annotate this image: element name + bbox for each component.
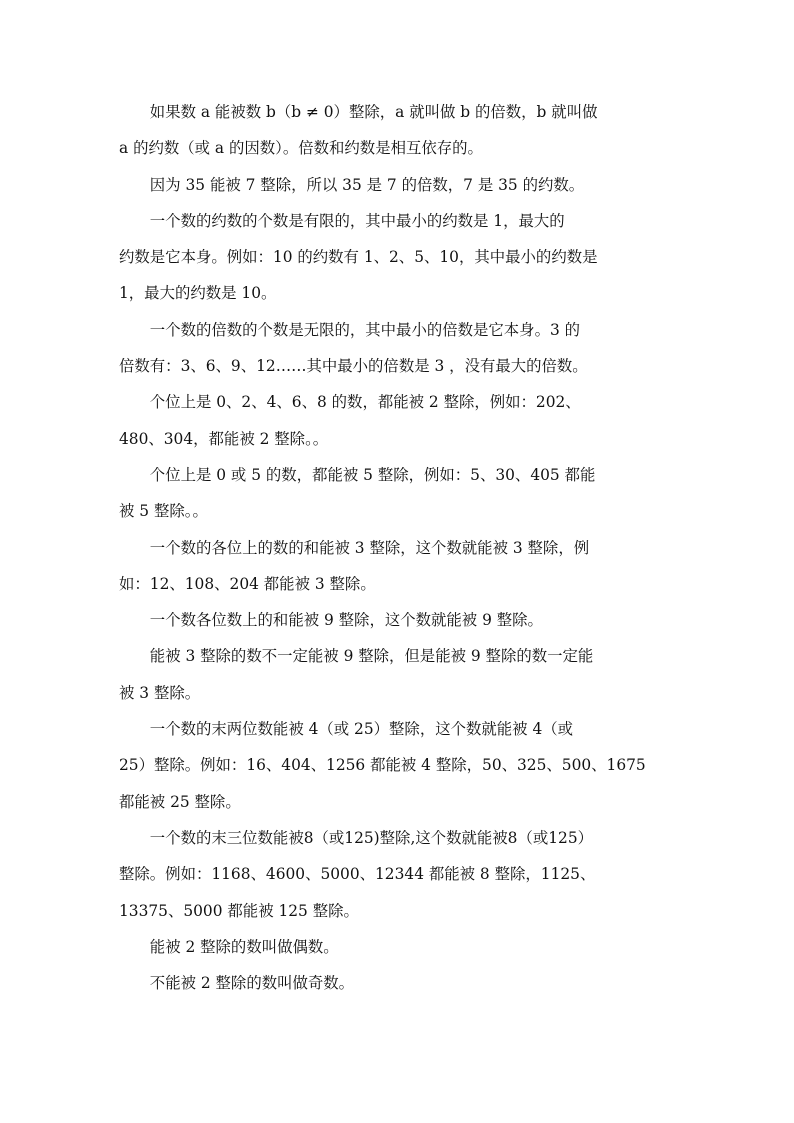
paragraph-line: 1，最大的约数是 10。 [119,284,277,303]
paragraph-line: 一个数的倍数的个数是无限的，其中最小的倍数是它本身。3 的 [149,320,581,339]
paragraph [119,203,689,312]
paragraph [119,167,689,203]
paragraph [119,602,689,638]
paragraph [119,384,689,457]
paragraph-line: 个位上是 0 或 5 的数，都能被 5 整除，例如：5、30、405 都能 [149,465,596,484]
paragraph-line: 因为 35 能被 7 整除，所以 35 是 7 的倍数，7 是 35 的约数。 [149,175,585,194]
paragraph [119,312,689,385]
paragraph [119,530,689,603]
paragraph-line: 约数是它本身。例如：10 的约数有 1、2、5、10，其中最小的约数是 [119,248,598,267]
paragraph [119,457,689,530]
paragraph-line: 都能被 25 整除。 [119,792,241,811]
paragraph-line: 一个数的各位上的数的和能被 3 整除，这个数就能被 3 整除，例 [149,538,590,557]
paragraph-line: 如：12、108、204 都能被 3 整除。 [119,574,376,593]
paragraph [119,820,689,929]
paragraph [119,965,689,1001]
paragraph [119,94,689,167]
document-body [119,94,689,1001]
paragraph-line: 25）整除。例如：16、404、1256 都能被 4 整除，50、325、500、1675 [119,756,646,775]
paragraph-line: 13375、5000 都能被 125 整除。 [119,901,359,920]
paragraph [119,638,689,711]
paragraph-line: 如果数 a 能被数 b（b ≠ 0）整除，a 就叫做 b 的倍数，b 就叫做 [149,103,598,121]
paragraph-line: 一个数的末三位数能被8（或125)整除,这个数就能被8（或125） [149,828,594,847]
paragraph [119,929,689,965]
paragraph-line: 480、304，都能被 2 整除。。 [119,429,329,448]
paragraph-line: a 的约数（或 a 的因数）。倍数和约数是相互依存的。 [119,139,483,158]
paragraph-line: 个位上是 0、2、4、6、8 的数，都能被 2 整除，例如：202、 [149,393,581,412]
paragraph-line: 不能被 2 整除的数叫做奇数。 [149,974,355,993]
paragraph-line: 一个数的末两位数能被 4（或 25）整除，这个数就能被 4（或 [149,720,574,739]
paragraph-line: 被 5 整除。。 [119,502,208,521]
paragraph [119,711,689,820]
paragraph-line: 倍数有：3、6、9、12……其中最小的倍数是 3 ，没有最大的倍数。 [119,357,588,376]
paragraph-line: 整除。例如：1168、4600、5000、12344 都能被 8 整除，1125、 [119,865,596,884]
paragraph-line: 能被 3 整除的数不一定能被 9 整除，但是能被 9 整除的数一定能 [149,647,594,666]
paragraph-line: 被 3 整除。 [119,683,201,702]
paragraph-line: 一个数的约数的个数是有限的，其中最小的约数是 1，最大的 [149,211,565,230]
paragraph-line: 能被 2 整除的数叫做偶数。 [149,937,339,956]
paragraph-line: 一个数各位数上的和能被 9 整除，这个数就能被 9 整除。 [149,611,543,630]
